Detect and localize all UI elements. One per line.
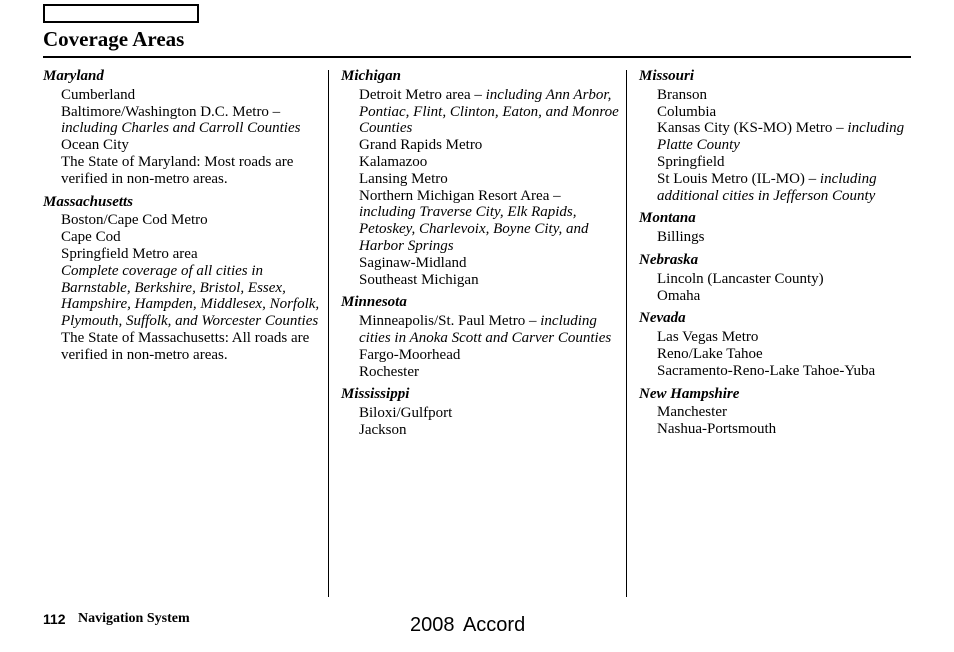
state-heading: Minnesota — [341, 294, 407, 311]
coverage-entry — [341, 272, 621, 289]
page-number: 112 — [43, 611, 66, 627]
coverage-entry — [639, 171, 911, 205]
entry-text: Las Vegas Metro — [657, 329, 759, 346]
coverage-entry — [43, 154, 321, 188]
entry-text: Manchester — [657, 404, 727, 421]
coverage-entry — [341, 364, 621, 381]
entry-text: Kansas City (KS-MO) Metro – — [657, 120, 848, 137]
entry-text: The State of Maryland: Most roads are verified in non-metro areas. — [61, 153, 294, 187]
coverage-entry — [639, 346, 911, 363]
coverage-entry — [639, 271, 911, 288]
entry-text: Kalamazoo — [359, 153, 428, 170]
entry-text: Columbia — [657, 103, 717, 120]
entry-text: Jackson — [359, 421, 407, 438]
coverage-entry — [639, 421, 911, 438]
coverage-entry — [341, 87, 621, 137]
entry-text: Branson — [657, 86, 707, 103]
state-heading: Missouri — [639, 68, 695, 84]
column-3 — [639, 68, 911, 438]
title-rule — [43, 56, 911, 58]
coverage-entry — [43, 330, 321, 364]
coverage-entry — [341, 405, 621, 422]
entry-text: Biloxi/Gulfport — [359, 405, 453, 422]
coverage-entry — [43, 212, 321, 229]
coverage-entry — [639, 104, 911, 121]
entry-note: including Charles and Carroll Counties — [61, 120, 301, 137]
coverage-entry — [639, 404, 911, 421]
entry-text: Boston/Cape Cod Metro — [61, 212, 208, 229]
coverage-entry — [43, 104, 321, 138]
coverage-entry — [341, 154, 621, 171]
entry-text: Rochester — [359, 363, 419, 380]
coverage-entry — [43, 87, 321, 104]
entry-text: St Louis Metro (IL-MO) – — [657, 170, 820, 187]
coverage-entry — [639, 120, 911, 154]
entry-text: Fargo-Moorhead — [359, 346, 461, 363]
entry-note: including Ann Arbor, Pontiac, Flint, Clinton, Eaton, and Monroe Counties — [359, 86, 619, 137]
coverage-entry — [43, 246, 321, 263]
entry-text: Reno/Lake Tahoe — [657, 345, 763, 362]
entry-text: Ocean City — [61, 137, 129, 154]
entry-text: Cumberland — [61, 86, 136, 103]
entry-note: including additional cities in Jefferson County — [657, 170, 877, 204]
state-heading: Mississippi — [341, 386, 410, 403]
coverage-entry — [341, 171, 621, 188]
state-heading: Nevada — [639, 310, 686, 327]
column-1 — [43, 68, 321, 364]
entry-text: Baltimore/Washington D.C. Metro – — [61, 103, 281, 120]
column-2 — [341, 68, 621, 439]
coverage-entry — [639, 154, 911, 171]
page-title: Coverage Areas — [43, 27, 185, 51]
coverage-entry — [639, 87, 911, 104]
entry-note: including cities in Anoka Scott and Carver Counties — [359, 313, 612, 346]
coverage-entry — [341, 188, 621, 255]
entry-text: Minneapolis/St. Paul Metro – — [359, 313, 541, 330]
coverage-entry — [43, 137, 321, 154]
entry-text: Lincoln (Lancaster County) — [657, 270, 824, 287]
header-tab-box — [43, 4, 199, 23]
state-heading: Nebraska — [639, 251, 699, 268]
coverage-entry — [43, 263, 321, 330]
coverage-entry — [341, 137, 621, 154]
entry-text: Billings — [657, 229, 705, 246]
model-label: 2008 Accord — [410, 614, 526, 636]
entry-text: Cape Cod — [61, 229, 121, 246]
column-divider-2 — [626, 70, 627, 597]
entry-text: Springfield — [657, 153, 725, 170]
entry-text: The State of Massachusetts: All roads are verified in non-metro areas. — [61, 329, 310, 363]
state-heading: Maryland — [43, 68, 104, 84]
coverage-entry — [639, 229, 911, 246]
entry-note: Complete coverage of all cities in Barnstable, Berkshire, Bristol, Essex, Hampshire, Hampden, Middlesex, Norfolk, Plymouth, Suffolk, and Worcester Counties — [61, 262, 320, 330]
column-divider-1 — [328, 70, 329, 597]
coverage-entry — [639, 329, 911, 346]
state-heading: Massachusetts — [43, 193, 134, 210]
coverage-entry — [43, 229, 321, 246]
coverage-entry — [341, 313, 621, 347]
entry-note: including Platte County — [657, 120, 905, 154]
coverage-entry — [341, 255, 621, 272]
coverage-entry — [639, 288, 911, 305]
entry-text: Southeast Michigan — [359, 271, 479, 288]
entry-text: Lansing Metro — [359, 170, 448, 187]
entry-text: Nashua-Portsmouth — [657, 421, 777, 438]
entry-text: Grand Rapids Metro — [359, 137, 483, 154]
entry-text: Springfield Metro area — [61, 245, 198, 262]
entry-text: Detroit Metro area – — [359, 86, 486, 103]
entry-note: including Traverse City, Elk Rapids, Petoskey, Charlevoix, Boyne City, and Harbor Springs — [359, 204, 589, 254]
coverage-entry — [341, 422, 621, 439]
coverage-entry — [639, 363, 911, 380]
entry-text: Sacramento-Reno-Lake Tahoe-Yuba — [657, 362, 876, 379]
state-heading: Montana — [639, 210, 696, 227]
coverage-entry — [341, 347, 621, 364]
section-label: Navigation System — [78, 611, 190, 626]
entry-text: Northern Michigan Resort Area – — [359, 187, 561, 204]
state-heading: New Hampshire — [639, 385, 740, 402]
state-heading: Michigan — [341, 68, 402, 84]
entry-text: Omaha — [657, 287, 701, 304]
entry-text: Saginaw-Midland — [359, 254, 467, 271]
